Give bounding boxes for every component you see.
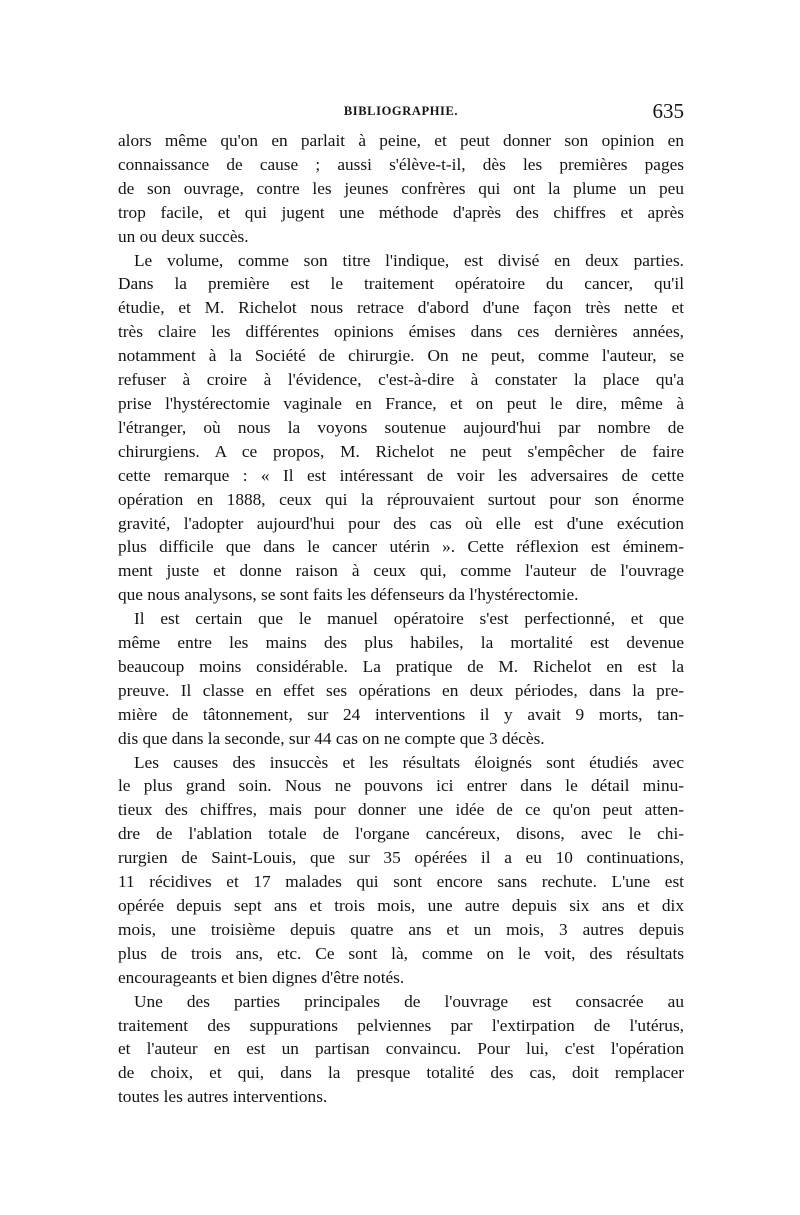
text-line: de choix, et qui, dans la presque totalité des cas, doit remplacer [118,1063,684,1083]
text-line: et l'auteur en est un partisan convaincu. Pour lui, c'est l'opération [118,1039,684,1059]
paragraph [118,607,684,750]
text-line: cette remarque : « Il est intéressant de voir les adversaires de cette [118,465,684,485]
text-line: traitement des suppurations pelviennes par l'extirpation de l'utérus, [118,1015,684,1035]
text-line: 11 récidives et 17 malades qui sont encore sans rechute. L'une est [118,872,684,892]
text-line: Dans la première est le traitement opératoire du cancer, qu'il [118,274,684,294]
text-line: étudie, et M. Richelot nous retrace d'abord d'une façon très nette et [118,298,684,318]
text-line: rurgien de Saint-Louis, que sur 35 opérées il a eu 10 continuations, [118,848,684,868]
text-line: plus de trois ans, etc. Ce sont là, comme on le voit, des résultats [118,943,684,963]
text-line: de son ouvrage, contre les jeunes confrères qui ont la plume un peu [118,178,684,198]
text-line: ment juste et donne raison à ceux qui, comme l'auteur de l'ouvrage [118,561,684,581]
running-header [118,100,684,124]
text-line: plus difficile que dans le cancer utérin ». Cette réflexion est éminem- [118,537,684,557]
text-line: refuser à croire à l'évidence, c'est-à-dire à constater la place qu'a [118,370,684,390]
text-line: connaissance de cause ; aussi s'élève-t-il, dès les premières pages [118,154,684,174]
text-line: que nous analysons, se sont faits les défenseurs da l'hystérectomie. [118,585,579,605]
text-line: Le volume, comme son titre l'indique, est divisé en deux parties. [134,250,684,270]
text-line: opération en 1888, ceux qui la réprouvaient surtout pour son énorme [118,489,684,509]
text-line: alors même qu'on en parlait à peine, et peut donner son opinion en [118,131,684,150]
paragraph [118,990,684,1110]
text-line: tieux des chiffres, mais pour donner une idée de ce qu'on peut atten- [118,800,684,820]
text-line: gravité, l'adopter aujourd'hui pour des cas où elle est d'une exécution [118,513,684,533]
running-title: BIBLIOGRAPHIE. [343,104,459,118]
text-line: toutes les autres interventions. [118,1087,328,1107]
body-text [118,129,684,1109]
paragraph [118,249,684,608]
paragraph [118,129,684,249]
text-line: mois, une troisième depuis quatre ans et un mois, 3 autres depuis [118,919,684,939]
text-line: un ou deux succès. [118,226,249,246]
text-line: trop facile, et qui jugent une méthode d'après des chiffres et après [118,202,684,222]
text-line: dre de l'ablation totale de l'organe cancéreux, disons, avec le chi- [118,824,684,844]
text-line: le plus grand soin. Nous ne pouvons ici entrer dans le détail minu- [118,776,684,796]
text-line: beaucoup moins considérable. La pratique de M. Richelot en est la [118,656,684,676]
text-line: preuve. Il classe en effet ses opérations en deux périodes, dans la pre- [118,680,684,700]
text-line: dis que dans la seconde, sur 44 cas on ne compte que 3 décès. [118,728,545,748]
text-line: mière de tâtonnement, sur 24 interventions il y avait 9 morts, tan- [118,704,684,724]
text-line: l'étranger, où nous la voyons soutenue aujourd'hui par nombre de [118,417,684,437]
text-line: même entre les mains des plus habiles, la mortalité est devenue [118,633,684,653]
text-line: notamment à la Société de chirurgie. On ne peut, comme l'auteur, se [118,346,684,366]
paragraph [118,751,684,990]
text-line: Une des parties principales de l'ouvrage est consacrée au [134,991,684,1011]
text-line: Les causes des insuccès et les résultats éloignés sont étudiés avec [134,752,684,772]
text-line: opérée depuis sept ans et trois mois, une autre depuis six ans et dix [118,896,684,915]
text-line: chirurgiens. A ce propos, M. Richelot ne peut s'empêcher de faire [118,441,684,461]
text-line: encourageants et bien dignes d'être notés. [118,967,405,987]
text-line: Il est certain que le manuel opératoire s'est perfectionné, et que [134,609,684,629]
text-line: prise l'hystérectomie vaginale en France, et on peut le dire, même à [118,393,684,413]
page-number: 635 [652,99,684,123]
text-line: très claire les différentes opinions émises dans ces dernières années, [118,322,684,342]
